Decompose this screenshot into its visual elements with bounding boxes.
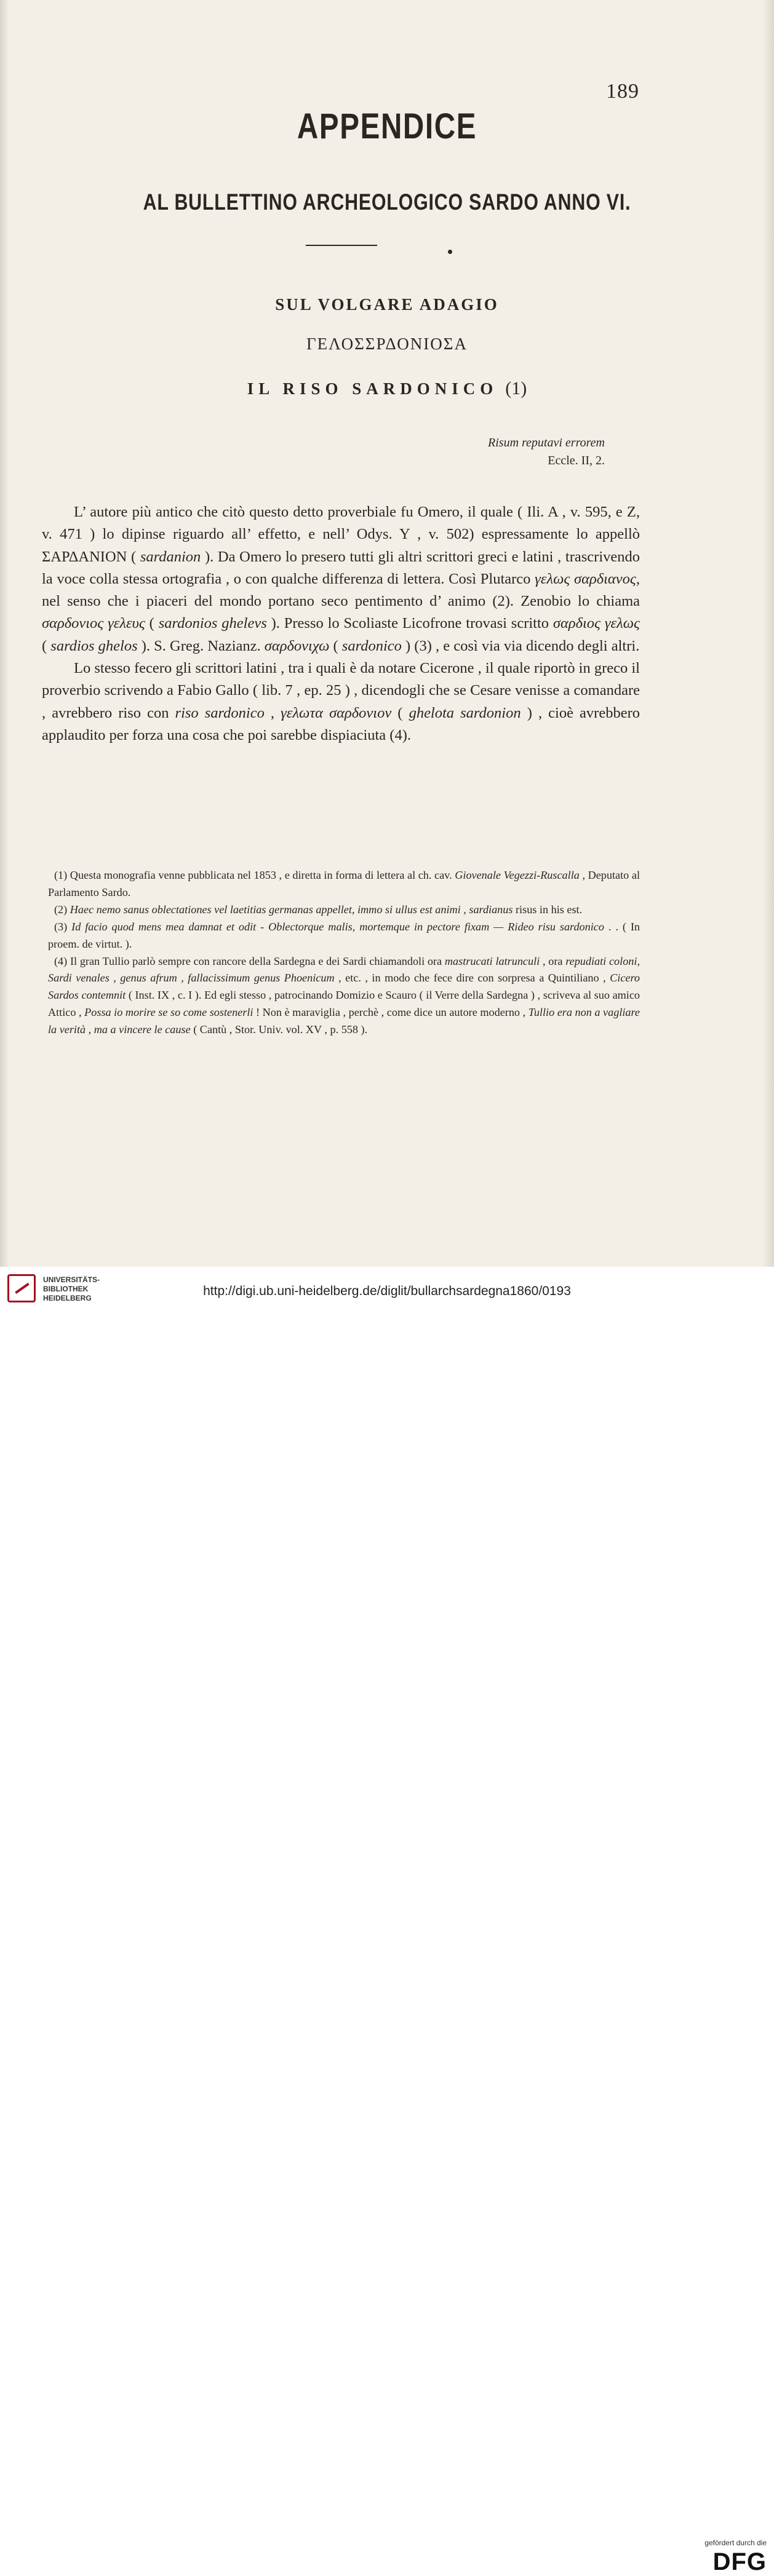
page-number: 189 xyxy=(606,80,639,103)
text-run: , etc. , in modo che fece dire con sorpresa a Quintiliano , xyxy=(334,972,610,985)
subtitle-riso-sardonico xyxy=(0,378,774,399)
italic-run: σαρδονιχω xyxy=(264,637,330,654)
italic-run: Possa io morire se so come sostenerli xyxy=(84,1006,253,1019)
footnote-3 xyxy=(48,919,640,953)
italic-run: sardios ghelos xyxy=(50,637,138,654)
text-run: ) (3) , e così via via dicendo degli altri. xyxy=(401,637,640,654)
italic-run: repudiati coloni, Sardi venales , genus afrum , fallacissimum genus Phoenicum xyxy=(48,954,640,985)
footnote-2 xyxy=(48,902,640,919)
text-run: (3) xyxy=(54,920,72,933)
body-text xyxy=(42,501,640,747)
text-run: Lo stesso fecero gli scrittori latini , tra i quali è da notare Cicerone , il quale riportò in greco il proverbio scrivendo a Fabio Gallo ( lib. 7 , ep. 25 ) , dicendogli che se Cesare venisse a comandare , avrebbero riso con xyxy=(42,660,640,721)
text-run: ( Cantù , Stor. Univ. vol. XV , p. 558 ). xyxy=(190,1023,368,1036)
subtitle-riso-text: IL RISO SARDONICO xyxy=(247,379,498,398)
text-run: (2) xyxy=(54,903,70,916)
italic-run: γελως σαρδιανος xyxy=(535,570,636,587)
text-run: , ora xyxy=(540,954,566,967)
italic-run: Cicero Sardos contemnit xyxy=(48,972,640,1002)
text-run: ) , cioè avrebbero applaudito per forza una cosa che poi sarebbe dispiaciuta (4). xyxy=(42,704,640,743)
text-run: L’ autore più antico che citò questo detto proverbiale fu Omero, il quale ( Ili. A , v. 595, e Z, v. 471 ) lo dipinse riguardo all’ effetto, e nell’ Odys. Y , v. 502) espressamente lo appellò ΣΑΡΔΑΝΙΟΝ ( xyxy=(42,504,640,565)
dfg-logo: DFG xyxy=(712,2548,767,2575)
paragraph-2 xyxy=(42,657,640,747)
epigraph xyxy=(488,434,605,470)
ornament-dot xyxy=(448,250,452,254)
text-run: ( xyxy=(391,704,409,721)
italic-run: γελωτα σαρδονιον xyxy=(281,704,392,721)
text-run: ( xyxy=(329,637,342,654)
italic-run: sardanion xyxy=(140,548,201,565)
title-bullettino: AL BULLETTINO ARCHEOLOGICO SARDO ANNO VI. xyxy=(143,189,631,215)
text-run: , xyxy=(264,704,281,721)
page-edge-left xyxy=(0,0,9,1267)
permalink-url[interactable]: http://digi.ub.uni-heidelberg.de/diglit/bullarchsardegna1860/0193 xyxy=(203,1284,571,1298)
italic-run: ghelota sardonion xyxy=(409,704,521,721)
text-run: risus in his est. xyxy=(513,903,583,916)
subtitle-greek: ΓΕΛΟΣΣΡΔΟΝΙΟΣΑ xyxy=(306,335,468,353)
text-run: ). Da Omero lo presero tutti gli altri scrittori greci e latini , trascrivendo la voce colla stessa ortografia , o con qualche differenza di lettera. Così Plutarco xyxy=(42,548,640,587)
italic-run: Id facio quod mens mea damnat et odit - Oblectorque malis, mortemque in pectore fixam — Rideo risu sardonico xyxy=(71,920,604,933)
page-edge-right xyxy=(763,0,774,1267)
text-run: ! Non è maraviglia , perchè , come dice un autore moderno , xyxy=(253,1006,529,1019)
library-line-2: BIBLIOTHEK xyxy=(43,1285,89,1293)
italic-run: Giovenale Vegezzi-Ruscalla xyxy=(455,869,580,881)
text-run: , Deputato al Parlamento Sardo. xyxy=(48,869,640,898)
footnote-4 xyxy=(48,953,640,1039)
library-line-3: HEIDELBERG xyxy=(43,1294,92,1302)
separator-rule xyxy=(306,245,377,246)
italic-run: sardonico xyxy=(341,637,402,654)
paragraph-1 xyxy=(42,501,640,657)
library-line-1: UNIVERSITÄTS- xyxy=(43,1275,100,1284)
scanned-page xyxy=(0,0,774,1267)
text-run: ( xyxy=(42,637,51,654)
text-run: ). Presso lo Scoliaste Licofrone trovasi scritto xyxy=(266,615,553,632)
epigraph-quote: Risum reputavi errorem xyxy=(488,436,605,450)
footnote-1 xyxy=(48,867,640,902)
text-run: , nel senso che i piaceri del mondo portano seco pentimento d’ animo (2). Zenobio lo chiama xyxy=(42,570,640,610)
title-appendice: APPENDICE xyxy=(297,106,477,146)
epigraph-source: Eccle. II, 2. xyxy=(548,454,605,467)
italic-run: Haec nemo sanus oblectationes vel laetitias germanas appellet, immo si ullus est animi , sardianus xyxy=(70,903,513,916)
text-run: ). S. Greg. Nazianz. xyxy=(137,637,265,654)
italic-run: Tullio era non a vagliare la verità , ma a vincere le cause xyxy=(48,1006,640,1036)
text-run: ( Inst. IX , c. I ). Ed egli stesso , patrocinando Domizio e Scauro ( il Verre della Sardegna ) , scriveva al suo amico Attico , xyxy=(48,989,640,1019)
italic-run: σαρδιος γελως xyxy=(553,615,640,632)
italic-run: riso sardonico xyxy=(175,704,265,721)
footnotes xyxy=(48,867,640,1039)
italic-run: sardonios ghelevs xyxy=(158,615,267,632)
text-run: . . ( In proem. de virtut. ). xyxy=(48,920,640,950)
funding-text: gefördert durch die xyxy=(704,2538,767,2547)
text-run: (4) Il gran Tullio parlò sempre con rancore della Sardegna e dei Sardi chiamandoli ora xyxy=(54,954,445,967)
subtitle-volgare-adagio: SUL VOLGARE ADAGIO xyxy=(275,295,499,314)
footnote-ref-1: (1) xyxy=(505,378,527,398)
italic-run: σαρδονιος γελευς xyxy=(42,615,145,632)
text-run: (1) Questa monografia venne pubblicata nel 1853 , e diretta in forma di lettera al ch. cav. xyxy=(54,869,455,881)
italic-run: mastrucati latrunculi xyxy=(444,954,540,967)
text-run: ( xyxy=(145,615,159,632)
